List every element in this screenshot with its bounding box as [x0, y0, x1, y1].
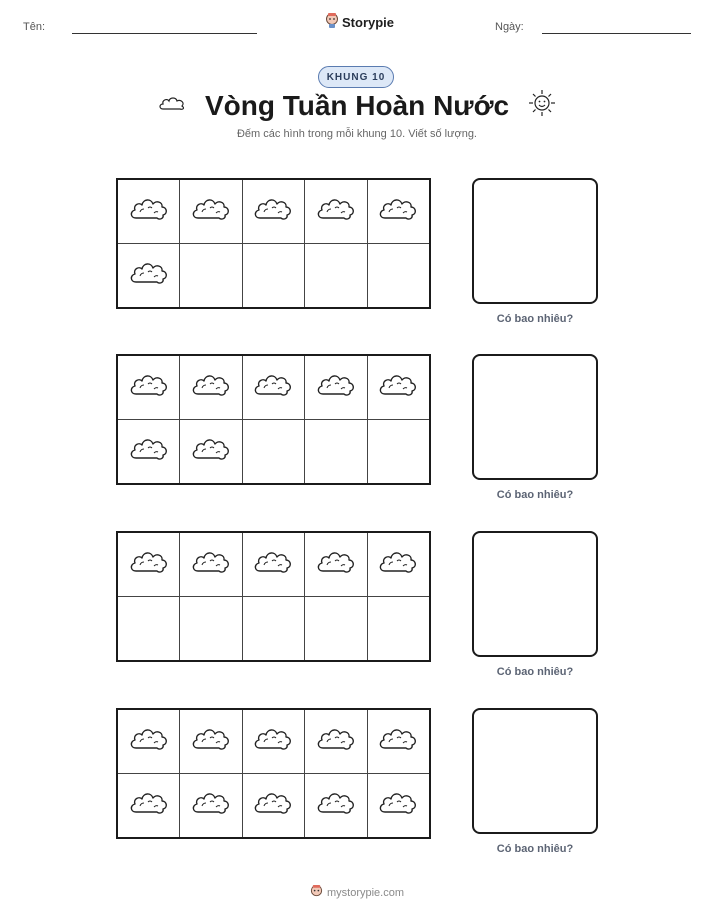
ten-frame-cell — [180, 179, 242, 244]
cloud-icon — [252, 805, 294, 822]
ten-frame-cell — [242, 532, 304, 597]
cloud-icon — [315, 211, 357, 228]
cloud-icon — [190, 387, 232, 404]
ten-frame-4 — [116, 708, 431, 834]
footer — [0, 884, 714, 902]
ten-frame-cell — [180, 420, 242, 485]
cloud-icon — [315, 805, 357, 822]
ten-frame-cell — [367, 244, 430, 309]
storypie-mascot-icon — [325, 12, 339, 33]
ten-frame-cell — [117, 179, 180, 244]
how-many-label-4: Có bao nhiêu? — [496, 843, 574, 855]
cloud-icon — [128, 451, 170, 468]
ten-frame-1 — [116, 178, 431, 304]
ten-frame-cell — [180, 355, 242, 420]
ten-frame-cell — [367, 774, 430, 839]
how-many-label-3: Có bao nhiêu? — [496, 666, 574, 678]
cloud-icon — [157, 93, 187, 118]
brand-name: Storypie — [342, 15, 395, 30]
ten-frame-cell — [117, 532, 180, 597]
how-many-label-2: Có bao nhiêu? — [496, 489, 574, 501]
ten-frame-cell — [305, 244, 367, 309]
cloud-icon — [315, 564, 357, 581]
ten-frame-cell — [180, 597, 242, 662]
cloud-icon — [377, 805, 419, 822]
instructions: Đếm các hình trong mỗi khung 10. Viết số lượng. — [236, 128, 477, 140]
ten-frame-cell — [367, 355, 430, 420]
cloud-icon — [128, 275, 170, 292]
cloud-icon — [190, 451, 232, 468]
ten-frame-cell — [367, 709, 430, 774]
ten-frame-cell — [117, 244, 180, 309]
title-row — [0, 88, 714, 123]
ten-frame-cell — [367, 420, 430, 485]
cloud-icon — [128, 805, 170, 822]
ten-frame-cell — [180, 774, 242, 839]
cloud-icon — [190, 805, 232, 822]
cloud-icon — [377, 741, 419, 758]
cloud-icon — [252, 211, 294, 228]
cloud-icon — [315, 741, 357, 758]
cloud-icon — [315, 387, 357, 404]
ten-frame-grid — [116, 354, 431, 485]
ten-frame-3 — [116, 531, 431, 657]
ten-frame-cell — [117, 355, 180, 420]
how-many-label-1: Có bao nhiêu? — [496, 313, 574, 325]
ten-frame-cell — [242, 244, 304, 309]
cloud-icon — [190, 211, 232, 228]
brand-logo — [325, 12, 394, 33]
ten-frame-cell — [242, 179, 304, 244]
date-field-line[interactable] — [542, 33, 691, 34]
ten-frame-cell — [180, 532, 242, 597]
ten-frame-cell — [117, 597, 180, 662]
cloud-icon — [128, 741, 170, 758]
name-field-line[interactable] — [72, 33, 257, 34]
cloud-icon — [377, 211, 419, 228]
cloud-icon — [252, 564, 294, 581]
storypie-mascot-icon — [310, 884, 323, 902]
ten-frame-cell — [117, 709, 180, 774]
answer-box-3[interactable] — [472, 531, 598, 657]
ten-frame-cell — [367, 532, 430, 597]
name-label: Tên: — [23, 21, 46, 33]
ten-frame-cell — [180, 709, 242, 774]
ten-frame-cell — [117, 774, 180, 839]
cloud-icon — [252, 741, 294, 758]
ten-frame-cell — [117, 420, 180, 485]
sun-icon — [527, 88, 557, 123]
ten-frame-cell — [242, 355, 304, 420]
footer-url[interactable]: mystorypie.com — [326, 887, 405, 899]
answer-box-4[interactable] — [472, 708, 598, 834]
ten-frame-grid — [116, 531, 431, 662]
ten-frame-cell — [305, 355, 367, 420]
cloud-icon — [128, 211, 170, 228]
cloud-icon — [190, 564, 232, 581]
cloud-icon — [252, 387, 294, 404]
date-label: Ngày: — [495, 21, 524, 33]
ten-frame-2 — [116, 354, 431, 480]
ten-frame-cell — [242, 709, 304, 774]
cloud-icon — [377, 387, 419, 404]
page-title: Vòng Tuần Hoàn Nước — [204, 89, 510, 121]
ten-frame-cell — [305, 532, 367, 597]
ten-frame-cell — [242, 420, 304, 485]
ten-frame-grid — [116, 178, 431, 309]
cloud-icon — [128, 387, 170, 404]
answer-box-1[interactable] — [472, 178, 598, 304]
ten-frame-grid — [116, 708, 431, 839]
ten-frame-cell — [305, 179, 367, 244]
ten-frame-cell — [242, 597, 304, 662]
cloud-icon — [128, 564, 170, 581]
ten-frame-cell — [305, 774, 367, 839]
cloud-icon — [377, 564, 419, 581]
ten-frame-cell — [180, 244, 242, 309]
ten-frame-cell — [305, 420, 367, 485]
ten-frame-cell — [367, 597, 430, 662]
ten-frame-cell — [305, 709, 367, 774]
answer-box-2[interactable] — [472, 354, 598, 480]
ten-frame-cell — [242, 774, 304, 839]
ten-frame-cell — [367, 179, 430, 244]
frame-type-badge: KHUNG 10 — [318, 66, 394, 88]
cloud-icon — [190, 741, 232, 758]
ten-frame-cell — [305, 597, 367, 662]
